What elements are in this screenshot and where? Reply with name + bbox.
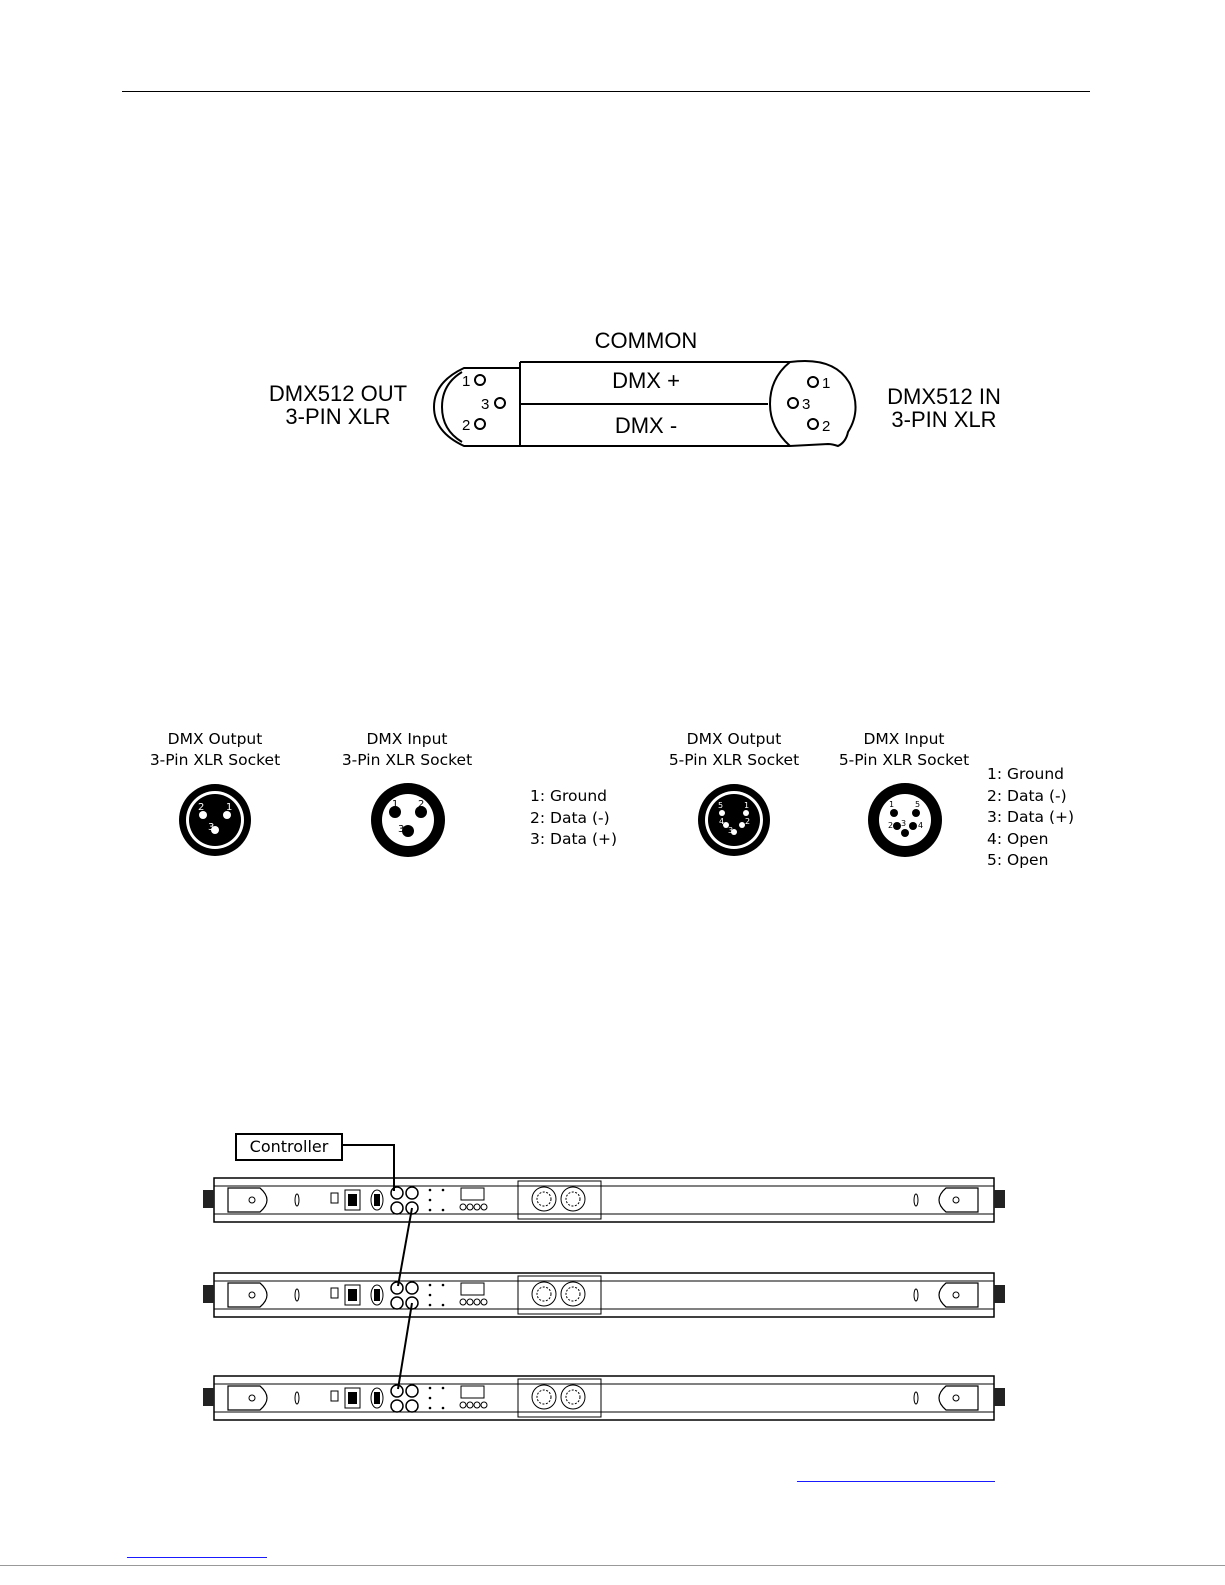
cable-dmx-minus-label: DMX - (614, 413, 678, 438)
legend-5pin-item-1: 1: Ground (987, 765, 1065, 783)
out-pin-3 (495, 398, 505, 408)
in-pin-3 (788, 398, 798, 408)
socket-2-pin-1: 1 (392, 799, 399, 810)
socket-2-title: DMX Input (366, 730, 448, 748)
legend-5pin-item-3: 3: Data (+) (987, 808, 1075, 826)
socket-3-subtitle: 5-Pin XLR Socket (668, 751, 800, 769)
socket-1-pin-3: 3 (208, 822, 215, 833)
socket-4-subtitle: 5-Pin XLR Socket (838, 751, 970, 769)
legend-5pin-item-5: 5: Open (987, 851, 1049, 869)
socket-4-pin-4: 4 (918, 821, 924, 830)
socket-2-pin-2: 2 (418, 799, 425, 810)
socket-3-pin-3: 3 (728, 826, 734, 835)
socket-2-title-block (307, 729, 507, 771)
socket-1-subtitle: 3-Pin XLR Socket (149, 751, 281, 769)
header-rule (122, 91, 1090, 92)
in-pin-1 (808, 377, 818, 387)
legend-5pin (987, 764, 1074, 872)
socket-4-title-block (804, 729, 1004, 771)
in-title: DMX512 IN (887, 384, 1001, 409)
legend-3pin (530, 786, 617, 851)
legend-5pin-item-2: 2: Data (-) (987, 786, 1067, 805)
socket-1-title-block (115, 729, 315, 771)
socket-1-pin-2: 2 (198, 802, 205, 813)
socket-1-title: DMX Output (167, 730, 263, 748)
out-pin-label-3: 3 (481, 396, 490, 413)
socket-4-title: DMX Input (863, 730, 945, 748)
legend-3pin-item-2: 2: Data (-) (530, 808, 610, 827)
socket-3-pin-2: 2 (745, 817, 751, 826)
footer-link-underline[interactable] (797, 1481, 995, 1482)
daisy-chain-diagram (200, 1140, 1020, 1430)
footer-bottom-link-underline[interactable] (127, 1557, 267, 1558)
socket-3-pin-5: 5 (718, 801, 724, 810)
legend-5pin-item-4: 4: Open (987, 829, 1049, 848)
socket-3-title: DMX Output (686, 730, 782, 748)
socket-4-pin-2: 2 (888, 821, 894, 830)
out-subtitle: 3-PIN XLR (285, 404, 391, 429)
in-pin-label-1: 1 (822, 375, 831, 392)
out-pin-label-1: 1 (462, 373, 471, 390)
xlr-cable-diagram (250, 320, 1030, 460)
socket-1-pin-1: 1 (226, 802, 233, 813)
in-pin-label-3: 3 (802, 396, 811, 413)
socket-3-pin-4: 4 (719, 817, 725, 826)
in-connector (770, 361, 856, 446)
socket-2-subtitle: 3-Pin XLR Socket (341, 751, 473, 769)
in-pin-2 (808, 419, 818, 429)
legend-3pin-item-1: 1: Ground (530, 787, 608, 805)
out-title: DMX512 OUT (268, 381, 408, 406)
socket-3-graphic (694, 780, 774, 860)
out-pin-1 (475, 375, 485, 385)
out-pin-2 (475, 419, 485, 429)
socket-4-graphic (865, 780, 945, 860)
in-pin-label-2: 2 (822, 418, 831, 435)
controller-cable (341, 1145, 394, 1191)
out-connector (434, 368, 520, 446)
socket-4-pin-1: 1 (889, 800, 895, 809)
legend-3pin-item-3: 3: Data (+) (530, 830, 618, 848)
socket-2-pin-3: 3 (398, 824, 405, 835)
socket-1-graphic (175, 780, 255, 860)
footer-rule (0, 1565, 1225, 1566)
in-subtitle: 3-PIN XLR (891, 407, 997, 432)
socket-3-pin-1: 1 (744, 801, 750, 810)
out-pin-label-2: 2 (462, 417, 471, 434)
socket-4-pin-5: 5 (915, 800, 921, 809)
socket-2-graphic (368, 780, 448, 860)
socket-4-pin-3: 3 (901, 819, 907, 828)
controller-label-box: Controller (235, 1133, 343, 1161)
cable-common-label: COMMON (594, 328, 698, 353)
link-cable-1-2 (398, 1208, 412, 1286)
cable-dmx-plus-label: DMX + (612, 368, 680, 393)
